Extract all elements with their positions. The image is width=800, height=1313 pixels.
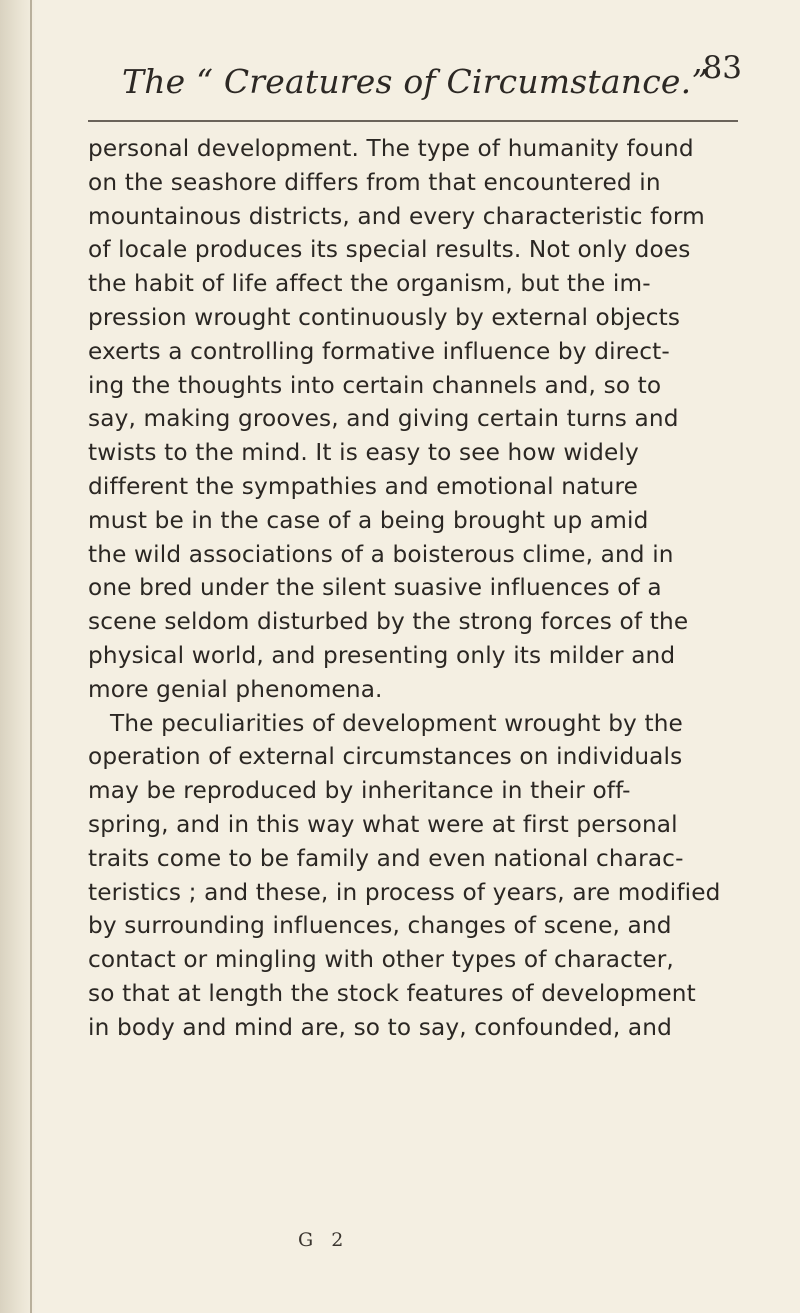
text-line: pression wrought continuously by external objects [88, 303, 681, 331]
text-line: mountainous districts, and every characteristic form [88, 202, 705, 230]
text-line: in body and mind are, so to say, confounded, and [88, 1013, 672, 1041]
text-line: ing the thoughts into certain channels and, so to [88, 371, 662, 399]
text-line: scene seldom disturbed by the strong forces of the [88, 608, 689, 636]
text-line: the wild associations of a boisterous clime, and in [88, 540, 674, 568]
text-line: one bred under the silent suasive influences of a [88, 574, 662, 602]
text-line: on the seashore differs from that encountered in [88, 168, 661, 196]
gutter-edge [30, 0, 32, 1313]
text-line: physical world, and presenting only its milder and [88, 641, 676, 669]
text-line: may be reproduced by inheritance in their off- [88, 777, 631, 805]
text-line: by surrounding influences, changes of scene, and [88, 912, 672, 940]
body-text [88, 132, 748, 1045]
text-line: traits come to be family and even national charac- [88, 844, 684, 872]
text-line: different the sympathies and emotional nature [88, 472, 639, 500]
text-line: must be in the case of a being brought up amid [88, 506, 649, 534]
text-line: spring, and in this way what were at first personal [88, 810, 678, 838]
text-line: personal development. The type of humanity found [88, 135, 694, 162]
running-head [108, 48, 740, 106]
text-line: the habit of life affect the organism, but the im- [88, 270, 651, 298]
text-line: say, making grooves, and giving certain turns and [88, 405, 679, 433]
text-line: contact or mingling with other types of character, [88, 946, 674, 974]
book-page [88, 48, 742, 1041]
paragraph-start-line: The peculiarities of development wrought by the [110, 709, 683, 737]
text-line: more genial phenomena. [88, 675, 383, 703]
text-line: operation of external circumstances on individuals [88, 743, 683, 771]
text-line: of locale produces its special results. Not only does [88, 236, 691, 264]
running-head-title: The “ Creatures of Circumstance.” [122, 62, 709, 101]
header-rule [88, 120, 738, 122]
text-line: twists to the mind. It is easy to see how widely [88, 439, 639, 467]
signature-mark: G 2 [298, 1229, 350, 1251]
text-line: teristics ; and these, in process of years, are modified [88, 878, 721, 906]
text-line: exerts a controlling formative influence by direct- [88, 337, 670, 365]
page-number: 83 [702, 50, 742, 86]
text-line: so that at length the stock features of development [88, 979, 696, 1007]
